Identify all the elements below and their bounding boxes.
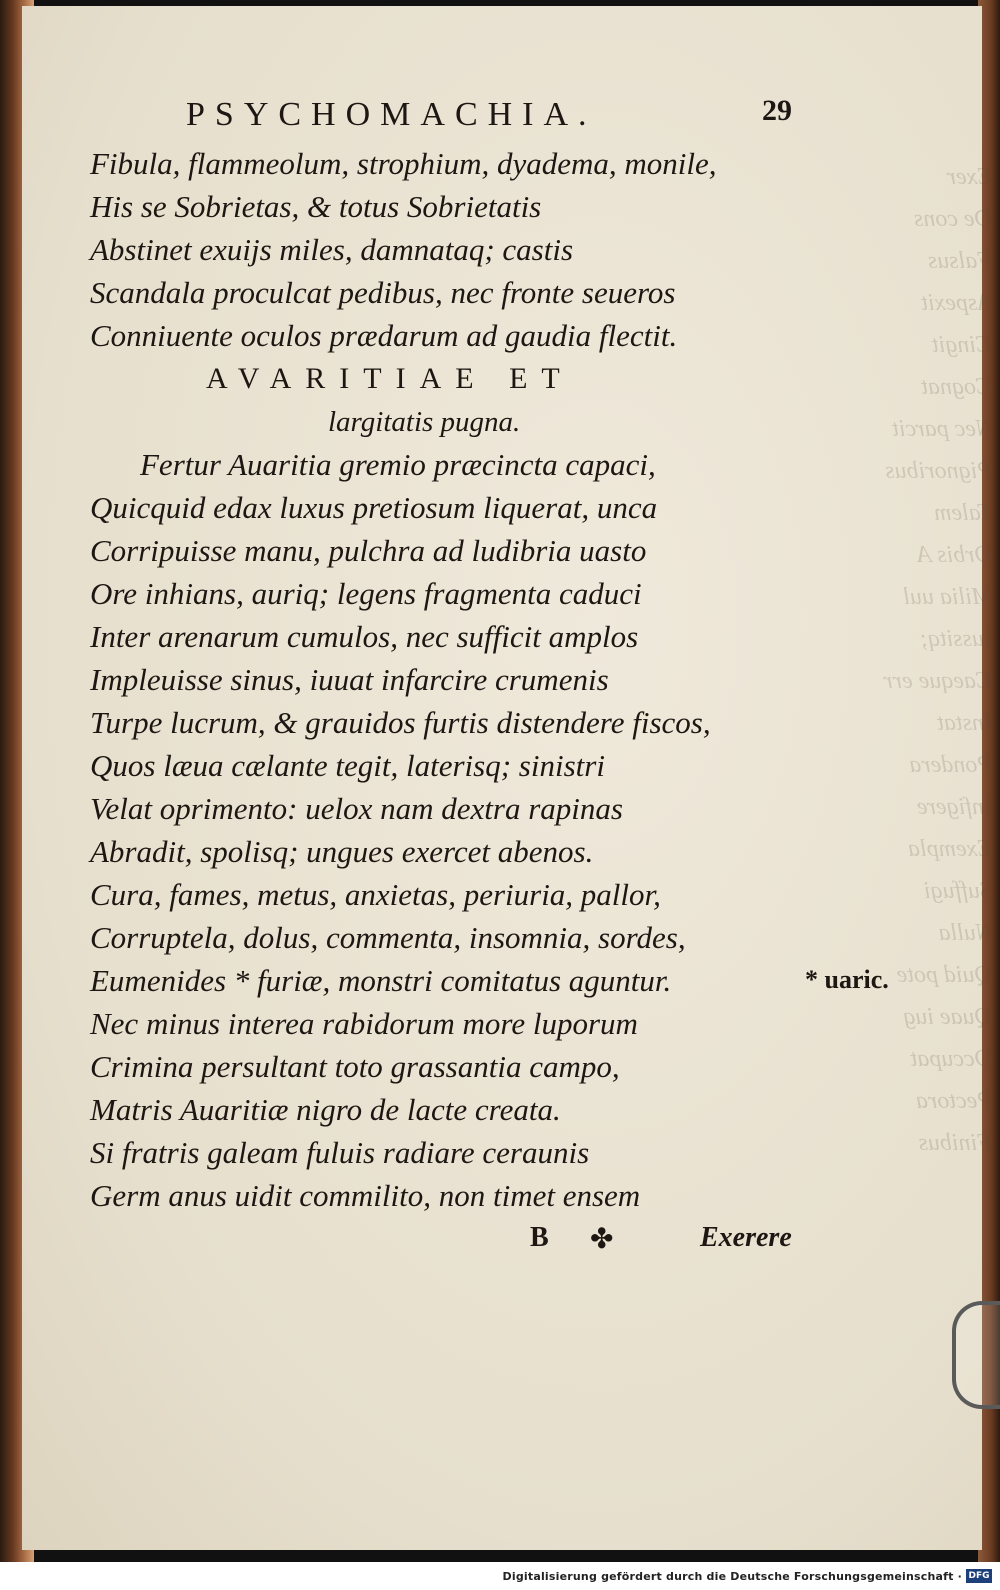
verse-line: Scandala proculcat pedibus, nec fronte seueros — [90, 275, 676, 310]
verse-line: Abradit, spolisq; ungues exercet abenos. — [90, 834, 594, 869]
page-clip — [952, 1301, 1000, 1409]
section-subheading: largitatis pugna. — [328, 406, 521, 438]
credit-bar — [0, 1562, 1000, 1590]
verse-line: Abstinet exuijs miles, damnataq; castis — [90, 232, 574, 267]
catchword: Exerere — [700, 1222, 792, 1253]
verse-line: Velat oprimento: uelox nam dextra rapinas — [90, 791, 623, 826]
verse-line: Quos læua cælante tegit, laterisq; sinistri — [90, 748, 605, 783]
verse-line: Corripuisse manu, pulchra ad ludibria uasto — [90, 533, 647, 568]
verse-line: Quicquid edax luxus pretiosum liquerat, unca — [90, 490, 658, 525]
dfg-logo-icon[interactable]: DFG — [966, 1569, 992, 1583]
verse-line: Cura, fames, metus, anxietas, periuria, pallor, — [90, 877, 661, 912]
running-head — [90, 80, 870, 142]
ornament-icon: ✤ — [590, 1224, 614, 1255]
verse-line: Matris Auaritiæ nigro de lacte creata. — [90, 1092, 561, 1127]
verse-line: Crimina persultant toto grassantia campo, — [90, 1049, 620, 1084]
running-title: PSYCHOMACHIA. — [186, 96, 597, 133]
verse-line: Conniuente oculos prædarum ad gaudia flectit. — [90, 318, 678, 353]
credit-text: Digitalisierung gefördert durch die Deutsche Forschungsgemeinschaft · — [502, 1569, 962, 1583]
verse-line: Nec minus interea rabidorum more luporum — [90, 1006, 638, 1041]
signature-mark: B — [530, 1222, 549, 1253]
verse-line: Inter arenarum cumulos, nec sufficit amplos — [90, 619, 639, 654]
verse-line: Germ anus uidit commilito, non timet ensem — [90, 1178, 641, 1213]
section-heading: AVARITIAE ET — [206, 362, 574, 395]
bleed-through-text: Exer De cons Falsus Aspexit Cingit Cognat Nec parcit Pignoribus Talem Orbis A Milia uul Iussitq; Caeque err Instat Pondera Infigere Exempla Suffugi Nulla Quid pote Quae iug Occupat Pectora Finibus — [883, 164, 992, 1156]
verse-line: His se Sobrietas, & totus Sobrietatis — [90, 189, 542, 224]
verse-line: Ore inhians, auriq; legens fragmenta caduci — [90, 576, 642, 611]
verse-line: Si fratris galeam fuluis radiare ceraunis — [90, 1135, 590, 1170]
verse-line: Corruptela, dolus, commenta, insomnia, sordes, — [90, 920, 686, 955]
verse-line: Impleuisse sinus, iuuat infarcire crumenis — [90, 662, 609, 697]
verse-line: Turpe lucrum, & grauidos furtis distendere fiscos, — [90, 705, 711, 740]
marginal-note: * uaric. — [805, 965, 889, 994]
page-number: 29 — [762, 94, 792, 127]
page-text — [90, 80, 870, 1217]
verse-line: Fertur Auaritia gremio præcincta capaci, — [140, 447, 656, 482]
verse-line: Eumenides * furiæ, monstri comitatus aguntur. — [90, 963, 672, 998]
verse-line: Fibula, flammeolum, strophium, dyadema, monile, — [90, 146, 717, 181]
signature-line — [530, 1222, 830, 1262]
